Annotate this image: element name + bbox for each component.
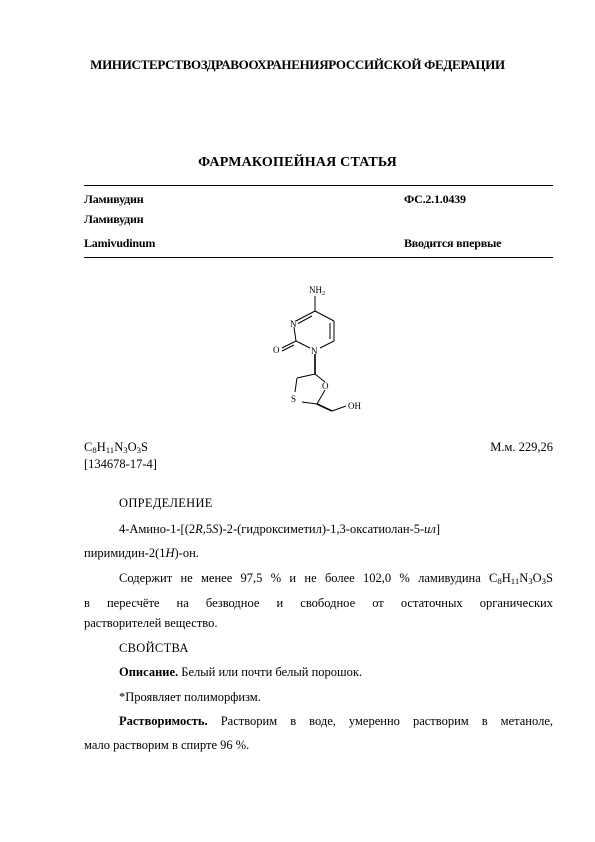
ministry-header: МИНИСТЕРСТВОЗДРАВООХРАНЕНИЯРОССИЙСКОЙ ФЕДЕРАЦИИ bbox=[90, 57, 505, 72]
content-line1: Содержит не менее 97,5 % и не более 102,0 % ламивудина $C_8H_{11}N_3O_3S$ bbox=[119, 571, 553, 587]
article-name-ru-2: Ламивудин bbox=[84, 212, 144, 226]
section-definition-heading: ОПРЕДЕЛЕНИЕ bbox=[119, 496, 213, 510]
chemical-name-line2: пиримидин-2(1H)-он. bbox=[84, 546, 199, 560]
bond-c2-n3 bbox=[294, 327, 296, 341]
section-properties-heading: СВОЙСТВА bbox=[119, 641, 189, 655]
bond-c5prime-c4prime bbox=[297, 374, 315, 378]
content-line2: в пересчёте на безводное и свободное от остаточных органических bbox=[84, 596, 553, 610]
bond-s-c2prime bbox=[302, 402, 317, 404]
bottom-rule bbox=[84, 257, 553, 258]
bond-c2prime-ch2 bbox=[317, 404, 332, 411]
molecular-mass: М.м. 229,26 bbox=[490, 440, 553, 454]
bond-c4prime-s bbox=[295, 378, 297, 392]
solubility-line1: Растворимость. Растворим в воде, умеренно растворим в метаноле, bbox=[119, 714, 553, 728]
atom-nh2: $NH_2$ bbox=[309, 285, 325, 297]
article-name-ru-1: Ламивудин bbox=[84, 192, 144, 206]
atom-s: S bbox=[291, 394, 297, 404]
bond-n1-c2 bbox=[296, 341, 310, 348]
atom-o-carbonyl: O bbox=[273, 345, 280, 355]
article-code: ФС.2.1.0439 bbox=[404, 192, 466, 206]
top-rule bbox=[84, 185, 553, 186]
cas-number: [134678-17-4] bbox=[84, 457, 157, 471]
article-status: Вводится впервые bbox=[404, 236, 502, 250]
bond-c4-c5 bbox=[315, 311, 334, 321]
atom-oh: OH bbox=[348, 401, 361, 411]
bond-c4-n3-double bbox=[298, 316, 312, 324]
bond-c2prime-o bbox=[317, 390, 325, 404]
bond-c6-n1 bbox=[320, 341, 334, 348]
polymorphism-note: *Проявляет полиморфизм. bbox=[119, 690, 261, 704]
structural-formula bbox=[262, 278, 382, 428]
atom-n3: N bbox=[290, 319, 297, 329]
description-paragraph: Описание. Белый или почти белый порошок. bbox=[119, 665, 363, 679]
solubility-line2: мало растворим в спирте 96 %. bbox=[84, 738, 250, 752]
molecular-formula: $C_8H_{11}N_3O_3S$ bbox=[84, 440, 148, 456]
article-name-latin: Lamivudinum bbox=[84, 236, 156, 250]
content-line3: растворителей вещество. bbox=[84, 616, 218, 630]
atom-o-ring: O bbox=[322, 381, 329, 391]
atom-n1: N bbox=[311, 346, 318, 356]
bond-ch2-oh bbox=[332, 406, 346, 411]
chemical-name-line1: 4-Амино-1-[(2R,5S)-2-(гидроксиметил)-1,3-оксатиолан-5-ил] bbox=[119, 522, 441, 536]
bond-c2-o-double bbox=[282, 345, 294, 351]
document-title: ФАРМАКОПЕЙНАЯ СТАТЬЯ bbox=[198, 155, 397, 170]
